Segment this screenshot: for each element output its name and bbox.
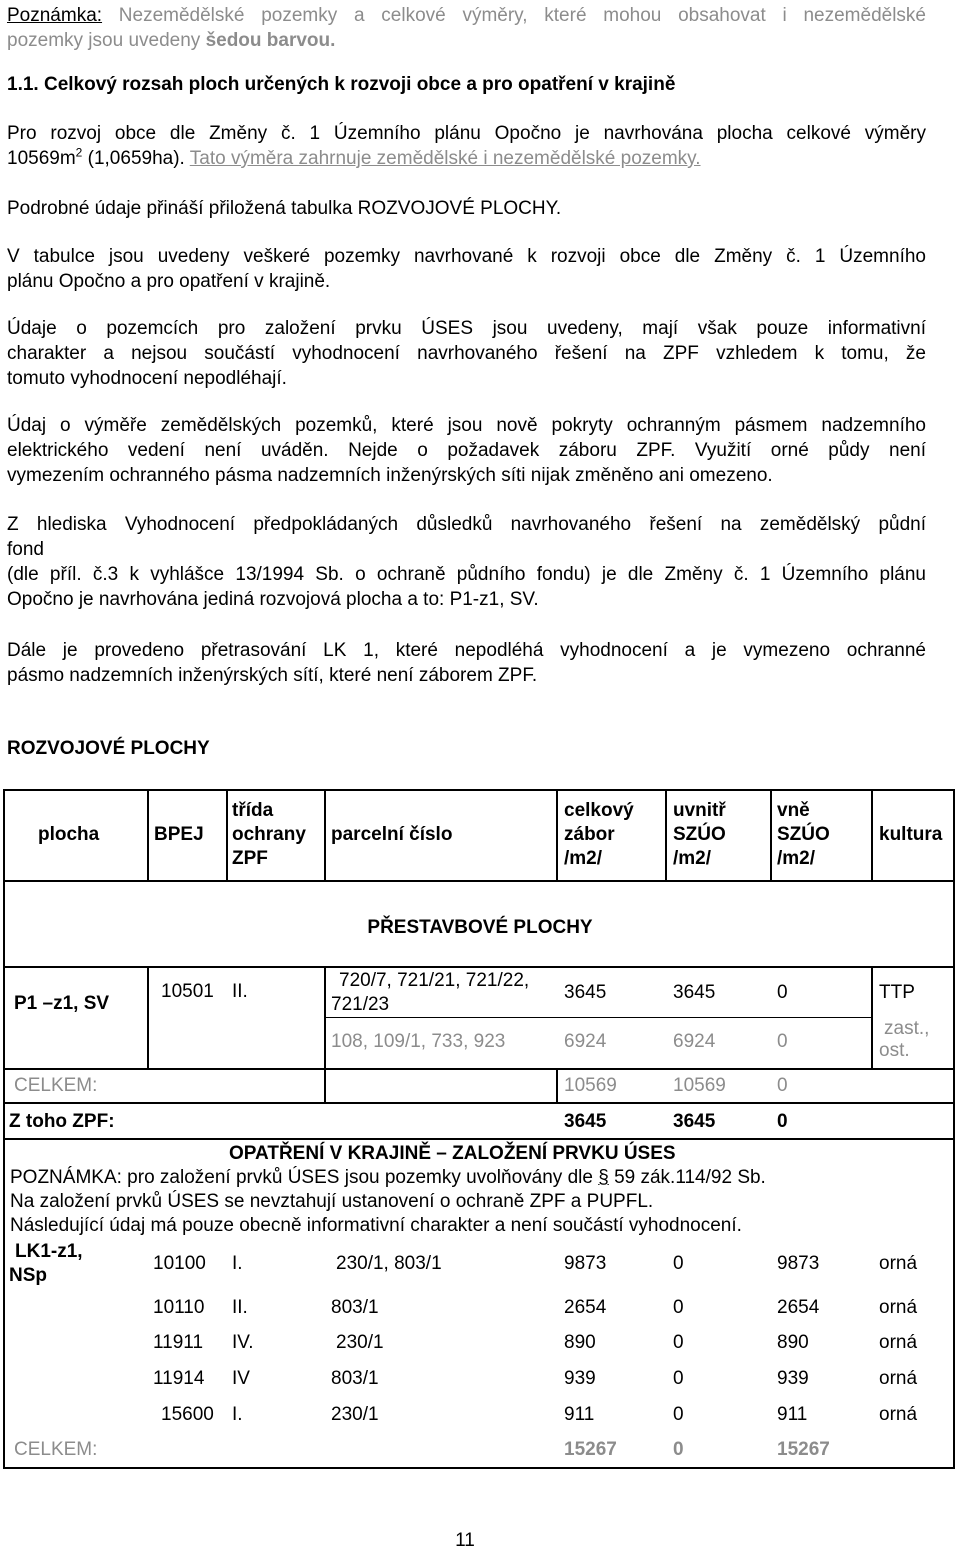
paragraph-sign: §: [598, 1167, 609, 1188]
section-heading: 1.1. Celkový rozsah ploch určených k rozvoji obce a pro opatření v krajině: [7, 74, 676, 95]
p1-plocha: P1 –z1, SV: [14, 993, 110, 1014]
gray-note: Tato výměra zahrnuje zemědělské i nezemědělské pozemky.: [189, 148, 701, 169]
header-vne: vně SZÚO /m2/: [777, 800, 830, 869]
p1-row2-celkovy: 6924: [564, 1031, 607, 1052]
p1-row2-kultura: zast., ost.: [879, 1018, 930, 1061]
note-bold: šedou barvou.: [205, 30, 336, 51]
paragraph-3: V tabulce jsou uvedeny veškeré pozemky navrhované k rozvoji obce dle Změny č. 1 Územního plánu Opočno a pro opatření v krajině.: [7, 246, 926, 292]
page-number: 11: [455, 1530, 475, 1551]
celkem2-uvnitr: 0: [673, 1439, 684, 1460]
header-parcel: parcelní číslo: [331, 824, 453, 845]
p1-bpej: 10501: [161, 981, 214, 1002]
note-label: Poznámka:: [7, 5, 103, 26]
ztoho-uvnitr: 3645: [673, 1111, 716, 1132]
ztoho-label: Z toho ZPF:: [9, 1111, 115, 1132]
celkem1-celkovy: 10569: [564, 1075, 617, 1096]
poznamka-2: Na založení prvků ÚSES se nevztahují ustanovení o ochraně ZPF a PUPFL.: [10, 1191, 654, 1212]
poznamka-3: Následující údaj má pouze obecně informativní charakter a není součástí vyhodnocení.: [10, 1215, 742, 1236]
celkem1-vne: 0: [777, 1075, 788, 1096]
header-uvnitr: uvnitř SZÚO /m2/: [673, 800, 726, 869]
p1-row1-uvnitr: 3645: [673, 982, 716, 1003]
header-trida: třída ochrany ZPF: [232, 800, 306, 869]
paragraph-6: Z hlediska Vyhodnocení předpokládaných důsledků navrhovaného řešení na zemědělský půdní fond (dle příl. č.3 k vyhlášce 13/1994 Sb. o ochraně půdního fondu) je dle Změny č. 1 Územního plánu Opočno je navrhována jediná rozvojová plocha a to: P1-z1, SV.: [7, 514, 926, 610]
p1-trida: II.: [232, 981, 248, 1002]
p1-row2-parcel: 108, 109/1, 733, 923: [331, 1031, 506, 1052]
p1-row2-vne: 0: [777, 1031, 788, 1052]
paragraph-1: Pro rozvoj obce dle Změny č. 1 Územního plánu Opočno je navrhována plocha celkové výměry $10569m^2$ (1,0659ha). Tato výměra zahrnuje zemědělské i nezemědělské pozemky.: [7, 123, 926, 169]
p1-row1-parcel: 720/7, 721/21, 721/22, 721/23: [331, 970, 530, 1015]
p1-row1-vne: 0: [777, 982, 788, 1003]
header-bpej: BPEJ: [154, 824, 204, 845]
section-prestavbove: PŘESTAVBOVÉ PLOCHY: [367, 917, 593, 938]
p1-row1-kultura: TTP: [879, 982, 915, 1003]
paragraph-5: Údaj o výměře zemědělských pozemků, které jsou nově pokryty ochranným pásmem nadzemního elektrického vedení není uváděn. Nejde o požadavek záboru ZPF. Využití orné půdy není vymezením ochranného pásma nadzemních inženýrských síti nijak změněno ani omezeno.: [7, 415, 926, 486]
header-celkovy: celkový zábor /m2/: [564, 800, 634, 869]
celkem1-uvnitr: 10569: [673, 1075, 726, 1096]
p1-row2-uvnitr: 6924: [673, 1031, 716, 1052]
ztoho-celkovy: 3645: [564, 1111, 607, 1132]
header-kultura: kultura: [879, 824, 943, 845]
note-line-2: pozemky jsou uvedeny šedou barvou.: [7, 30, 336, 51]
p1-row1-celkovy: 3645: [564, 982, 607, 1003]
table-title: ROZVOJOVÉ PLOCHY: [7, 738, 210, 759]
header-plocha: plocha: [38, 824, 100, 845]
lk-plocha: LK1-z1, NSp: [9, 1241, 83, 1286]
celkem1-label: CELKEM:: [14, 1075, 98, 1096]
celkem2-label: CELKEM:: [14, 1439, 98, 1460]
paragraph-4: Údaje o pozemcích pro založení prvku ÚSES jsou uvedeny, mají však pouze informativní charakter a nejsou součástí vyhodnocení navrhovaného řešení na ZPF vzhledem k tomu, že tomuto vyhodnocení nepodléhají.: [7, 318, 926, 389]
paragraph-2: Podrobné údaje přináší přiložená tabulka ROZVOJOVÉ PLOCHY.: [7, 198, 562, 219]
ztoho-vne: 0: [777, 1111, 788, 1132]
section-opatreni: OPATŘENÍ V KRAJINĚ – ZALOŽENÍ PRVKU ÚSES: [229, 1143, 676, 1164]
paragraph-7: Dále je provedeno přetrasování LK 1, které nepodléhá vyhodnocení a je vymezeno ochranné pásmo nadzemních inženýrských sítí, které není záborem ZPF.: [7, 640, 926, 686]
note-line-1: Poznámka: Nezemědělské pozemky a celkové výměry, které mohou obsahovat i nezemědělské: [7, 5, 926, 26]
celkem2-vne: 15267: [777, 1439, 830, 1460]
note-paragraph: [7, 3, 926, 53]
celkem2-celkovy: 15267: [564, 1439, 617, 1460]
poznamka-1: POZNÁMKA: pro založení prvků ÚSES jsou pozemky uvolňovány dle § 59 zák.114/92 Sb.: [10, 1167, 766, 1188]
